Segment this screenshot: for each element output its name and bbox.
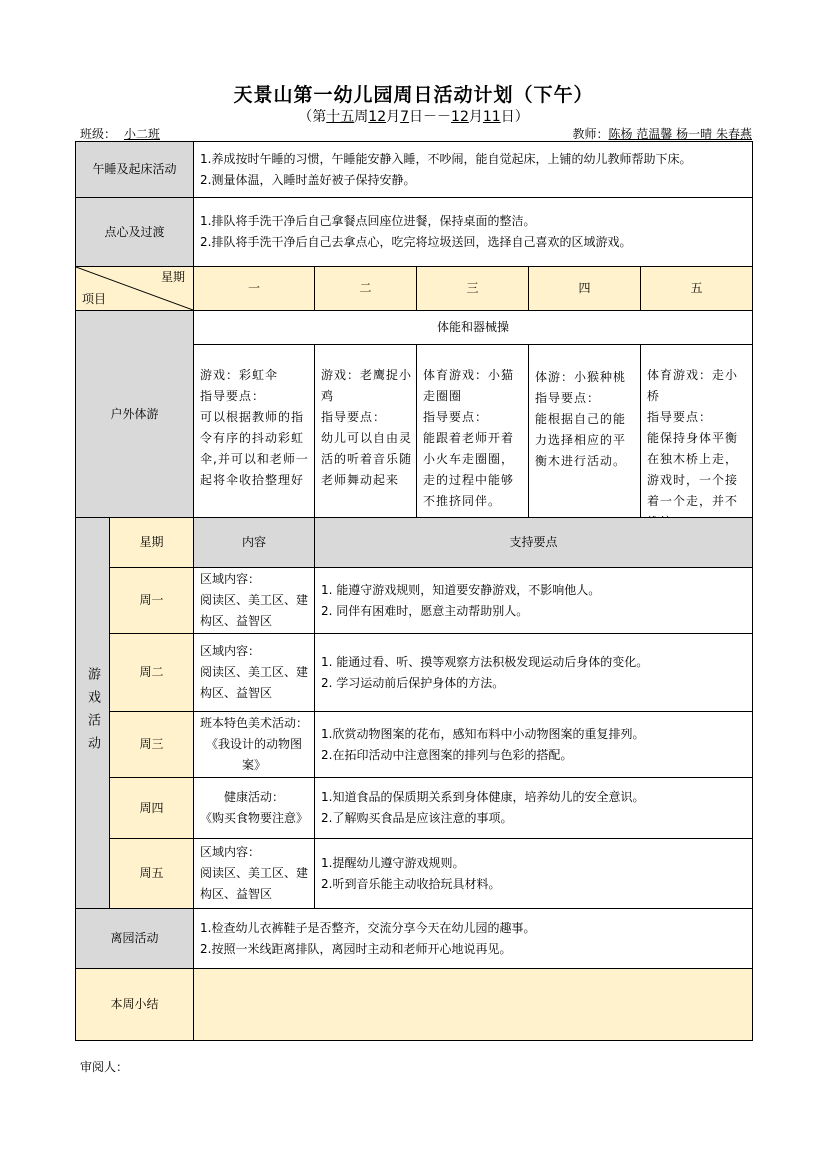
games-support-thu: 1.知道食品的保质期关系到身体健康，培养幼儿的安全意识。 2.了解购买食品是应该注意的事项。 (314, 777, 753, 839)
games-content-thu: 健康活动： 《购买食物要注意》 (193, 777, 315, 839)
games-day-tue: 周二 (109, 633, 194, 712)
games-content-tue: 区域内容： 阅读区、美工区、建构区、益智区 (193, 633, 315, 712)
games-day-wed: 周三 (109, 711, 194, 778)
games-content-wed: 班本特色美术活动： 《我设计的动物图案》 (193, 711, 315, 778)
games-day-thu: 周四 (109, 777, 194, 839)
outdoor-game-title: 体育游戏：走小桥 (647, 368, 739, 403)
games-col-content: 内容 (193, 517, 315, 568)
outdoor-day-3 (416, 344, 529, 518)
games-content-mon: 区域内容： 阅读区、美工区、建构区、益智区 (193, 567, 315, 634)
outdoor-guide-label: 指导要点： (321, 410, 387, 424)
outdoor-guide-label: 指导要点： (535, 391, 601, 405)
outdoor-theme: 体能和器械操 (193, 310, 753, 345)
outdoor-guide-text: 能跟着老师开着小火车走圈圈，走的过程中能够不推挤同伴。 (423, 431, 515, 508)
start-day: 7 (400, 109, 410, 125)
summary-label: 本周小结 (75, 968, 194, 1041)
corner-header (75, 266, 194, 311)
end-month: 12 (451, 109, 469, 125)
games-day-mon: 周一 (109, 567, 194, 634)
end-day: 11 (482, 109, 501, 125)
start-month: 12 (368, 109, 387, 125)
outdoor-game-title: 体游：小猴种桃 (535, 370, 627, 384)
outdoor-game-title: 体育游戏：小猫走圈圈 (423, 368, 515, 403)
reviewer-label: 审阅人： (80, 1060, 129, 1074)
outdoor-day-4 (528, 344, 641, 518)
outdoor-day-1 (193, 344, 315, 518)
outdoor-guide-label: 指导要点： (200, 389, 266, 403)
games-col-support: 支持要点 (314, 517, 753, 568)
games-support-wed: 1.欣赏动物图案的花布，感知布料中小动物图案的重复排列。 2.在拓印活动中注意图案的排列与色彩的搭配。 (314, 711, 753, 778)
games-support-fri: 1.提醒幼儿遵守游戏规则。 2.听到音乐能主动收拾玩具材料。 (314, 838, 753, 909)
leave-content: 1.检查幼儿衣裤鞋子是否整齐，交流分享今天在幼儿园的趣事。 2.按照一米线距离排队，离园时主动和老师开心地说再见。 (193, 908, 753, 969)
outdoor-day-5 (640, 344, 753, 518)
day-header-3: 三 (416, 266, 529, 311)
day-header-1: 一 (193, 266, 315, 311)
day-header-2: 二 (314, 266, 417, 311)
games-label: 游戏活动 (75, 517, 110, 909)
page-title: 天景山第一幼儿园周日活动计划（下午） (233, 84, 594, 106)
corner-weekday: 星期 (160, 270, 185, 284)
outdoor-label: 户外体游 (75, 310, 194, 518)
snack-label: 点心及过渡 (75, 197, 194, 267)
outdoor-day-2 (314, 344, 417, 518)
nap-label: 午睡及起床活动 (75, 141, 194, 198)
corner-item: 项目 (82, 292, 107, 306)
outdoor-guide-text: 能根据自己的能力选择相应的平衡木进行活动。 (535, 412, 627, 468)
snack-content: 1.排队将手洗干净后自己拿餐点回座位进餐，保持桌面的整洁。 2.排队将手洗干净后自己去拿点心，吃完将垃圾送回，选择自己喜欢的区域游戏。 (193, 197, 753, 267)
games-support-tue: 1. 能通过看、听、摸等观察方法积极发现运动后身体的变化。 2. 学习运动前后保护身体的方法。 (314, 633, 753, 712)
outdoor-guide-text: 可以根据教师的指令有序的抖动彩虹伞,并可以和老师一起将伞收拾整理好 (200, 410, 309, 487)
games-day-fri: 周五 (109, 838, 194, 909)
class-info: 班级： 小二班 (80, 125, 194, 142)
day-header-5: 五 (640, 266, 753, 311)
games-support-mon: 1. 能遵守游戏规则，知道要安静游戏，不影响他人。 2. 同伴有困难时，愿意主动帮助别人。 (314, 567, 753, 634)
outdoor-guide-text: 能保持身体平衡在独木桥上走，游戏时，一个接着一个走，并不 (647, 431, 739, 508)
outdoor-game-title: 游戏：老鹰捉小鸡 (321, 368, 413, 403)
outdoor-guide-label: 指导要点： (423, 410, 489, 424)
nap-content: 1.养成按时午睡的习惯，午睡能安静入睡，不吵闹，能自觉起床，上铺的幼儿教师帮助下床。 2.测量体温，入睡时盖好被子保持安静。 (193, 141, 753, 198)
outdoor-game-title: 游戏：彩虹伞 (200, 368, 279, 382)
games-col-day: 星期 (109, 517, 194, 568)
outdoor-guide-label: 指导要点： (647, 410, 713, 424)
week-range: （第十五周12月7日－－12月11日） (298, 109, 529, 125)
games-content-fri: 区域内容： 阅读区、美工区、建构区、益智区 (193, 838, 315, 909)
teacher-value: 陈杨 范温馨 杨一晴 朱春燕 (608, 127, 752, 141)
day-header-4: 四 (528, 266, 641, 311)
class-value: 小二班 (124, 127, 161, 141)
teacher-info: 教师：陈杨 范温馨 杨一晴 朱春燕 (572, 127, 752, 141)
leave-label: 离园活动 (75, 908, 194, 969)
outdoor-guide-text: 幼儿可以自由灵活的听着音乐随老师舞动起来 (321, 431, 413, 487)
week-number: 十五 (326, 109, 355, 125)
summary-field[interactable] (193, 968, 753, 1041)
